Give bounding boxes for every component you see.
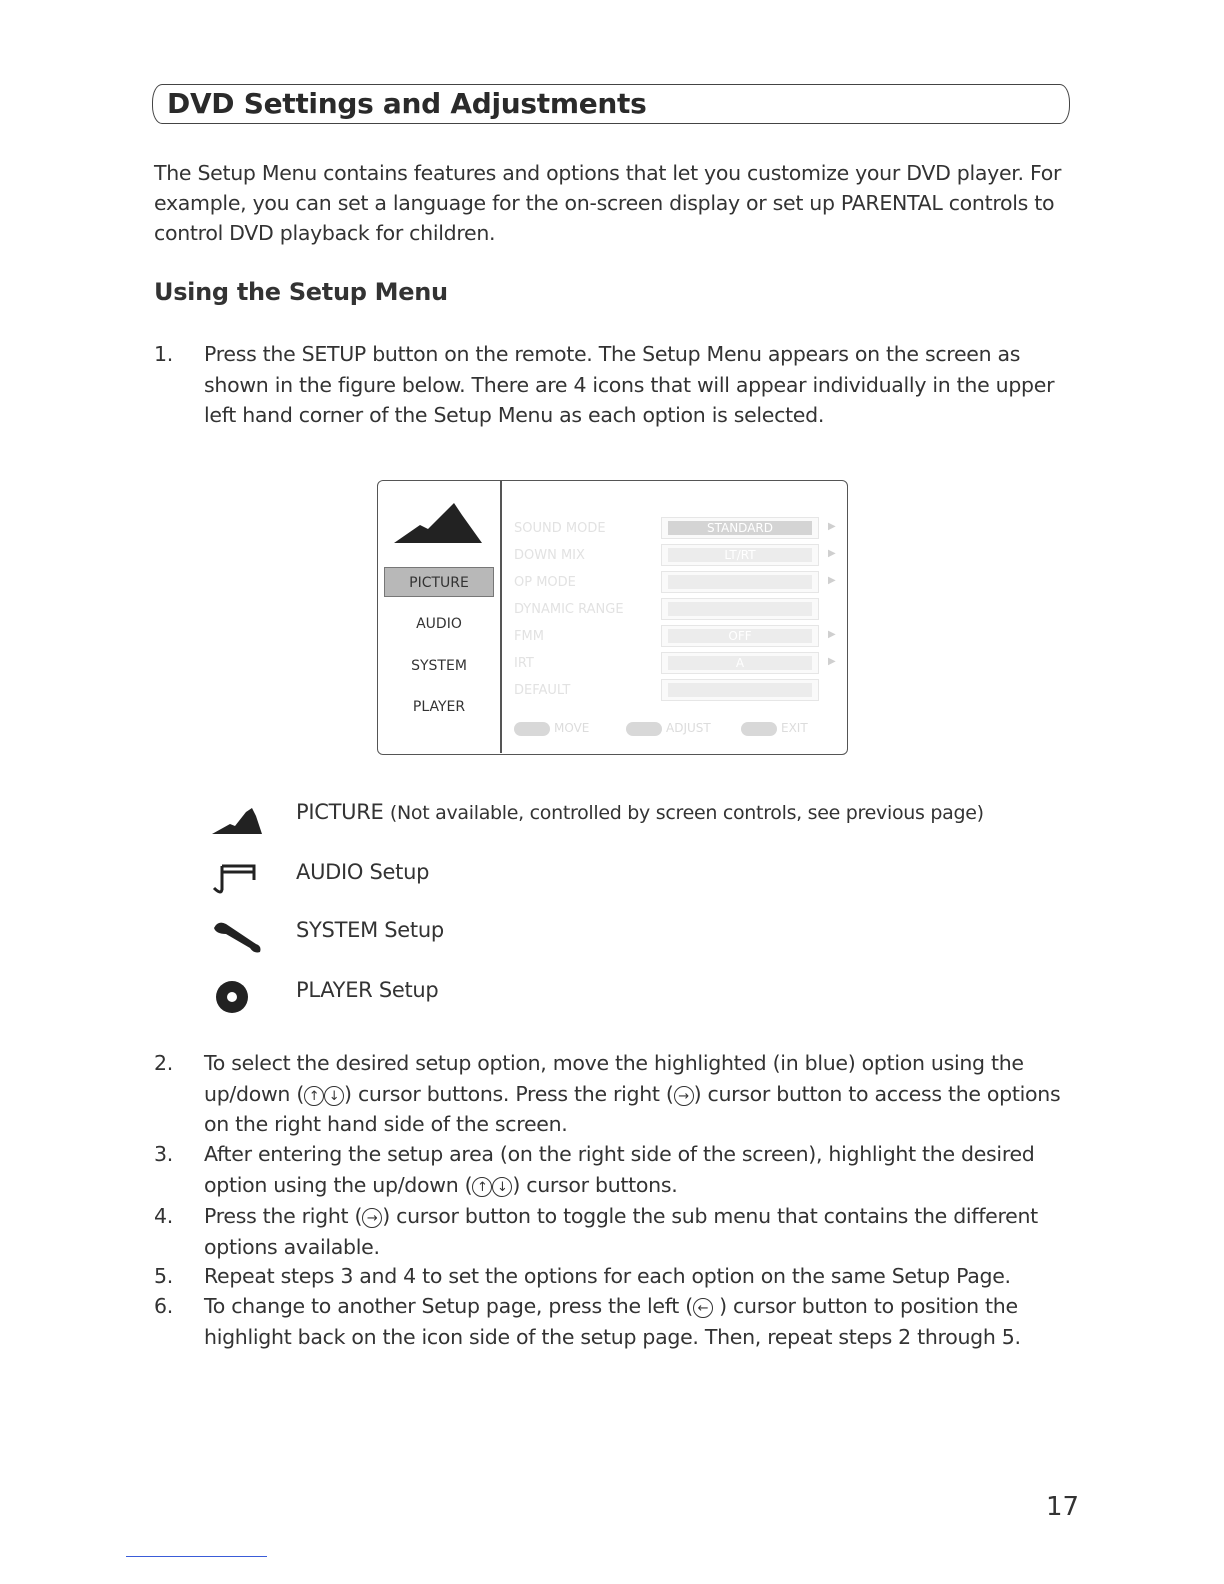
picture-mountain-icon [392, 499, 484, 547]
menu-option[interactable]: DOWN MIX [514, 548, 585, 563]
menu-tab-player[interactable]: PLAYER [412, 699, 466, 715]
down-arrow-icon: ↓ [324, 1086, 344, 1106]
up-arrow-icon: ↑ [304, 1086, 324, 1106]
hint-label: MOVE [554, 721, 590, 735]
menu-option[interactable]: DYNAMIC RANGE [514, 602, 624, 617]
menu-value[interactable] [661, 544, 819, 566]
move-key-icon [514, 722, 550, 736]
intro-paragraph: The Setup Menu contains features and options that let you customize your DVD player. For example, you can set a language for the on-screen display or set up PARENTAL controls to control DVD playback for children. [154, 161, 1062, 245]
legend-audio [210, 858, 1010, 898]
menu-value-text: A [668, 656, 812, 670]
up-arrow-icon: ↑ [472, 1177, 492, 1197]
step-number: 2. [154, 1051, 173, 1075]
legend-label: PLAYER Setup [296, 978, 439, 1002]
right-arrow-icon: ▶ [828, 548, 836, 559]
right-arrow-icon: → [674, 1086, 694, 1106]
step-number: 1. [154, 342, 173, 366]
step-number: 4. [154, 1204, 173, 1228]
step-number: 5. [154, 1264, 173, 1288]
step-2 [154, 1048, 1084, 1140]
legend-picture [210, 798, 1010, 838]
menu-value[interactable] [661, 679, 819, 701]
step-1 [154, 339, 1084, 431]
legend-player [210, 976, 1010, 1016]
menu-option[interactable]: OP MODE [514, 575, 576, 590]
page-title: DVD Settings and Adjustments [167, 87, 647, 120]
left-arrow-icon: ← [693, 1298, 713, 1318]
menu-value-text: LT/RT [668, 548, 812, 562]
step-5 [154, 1261, 1084, 1292]
hint-adjust [626, 721, 711, 736]
step-number: 6. [154, 1294, 173, 1318]
page-number: 17 [1046, 1492, 1080, 1522]
right-arrow-icon: ▶ [828, 575, 836, 586]
right-arrow-icon: → [362, 1208, 382, 1228]
menu-value-text [668, 575, 812, 589]
right-arrow-icon: ▶ [828, 521, 836, 532]
step-text: After entering the setup area (on the right side of the screen), highlight the desired option using the up/down ( ↑ ↓ ) cursor buttons. [204, 1142, 1035, 1197]
step-text: Press the SETUP button on the remote. The Setup Menu appears on the screen as shown in the figure below. There are 4 icons that will appear individually in the upper left hand corner of the Setup Menu as each option is selected. [204, 342, 1055, 427]
legend-label: PICTURE (Not available, controlled by screen controls, see previous page) [296, 800, 984, 824]
menu-value[interactable] [661, 517, 819, 539]
menu-divider [500, 481, 502, 753]
step-text: Repeat steps 3 and 4 to set the options for each option on the same Setup Page. [204, 1264, 1011, 1288]
adjust-key-icon [626, 722, 662, 736]
legend-system [210, 916, 1010, 956]
step-number: 3. [154, 1142, 173, 1166]
menu-value[interactable] [661, 571, 819, 593]
hint-label: EXIT [781, 721, 808, 735]
legend-label: SYSTEM Setup [296, 918, 444, 942]
section-title: Using the Setup Menu [154, 278, 448, 306]
menu-value-text: STANDARD [668, 521, 812, 535]
scan-artifact-line [126, 1556, 267, 1557]
system-wrench-icon [210, 916, 266, 956]
menu-value-text: OFF [668, 629, 812, 643]
menu-tab-picture[interactable]: PICTURE [384, 567, 494, 597]
down-arrow-icon: ↓ [492, 1177, 512, 1197]
menu-value[interactable] [661, 598, 819, 620]
hint-label: ADJUST [666, 721, 711, 735]
menu-value[interactable] [661, 625, 819, 647]
menu-option[interactable]: IRT [514, 656, 534, 671]
step-text: Press the right ( → ) cursor button to toggle the sub menu that contains the different options available. [204, 1204, 1038, 1259]
player-disc-icon [210, 976, 266, 1016]
audio-note-icon [210, 858, 266, 898]
right-arrow-icon: ▶ [828, 656, 836, 667]
menu-option[interactable]: FMM [514, 629, 544, 644]
step-text: To change to another Setup page, press the left ( ← ) cursor button to position the highlight back on the icon side of the setup page. Then, repeat steps 2 through 5. [204, 1294, 1021, 1349]
menu-tab-system[interactable]: SYSTEM [411, 658, 467, 674]
section-header [152, 84, 1070, 124]
step-text: To select the desired setup option, move the highlighted (in blue) option using the up/down ( ↑ ↓ ) cursor buttons. Press the right ( → ) cursor button to access the options on the right hand side of the screen. [204, 1051, 1061, 1136]
menu-value[interactable] [661, 652, 819, 674]
hint-move [514, 721, 589, 736]
menu-value-text [668, 683, 812, 697]
step-6 [154, 1291, 1084, 1353]
menu-option[interactable]: SOUND MODE [514, 521, 606, 536]
menu-option[interactable]: DEFAULT [514, 683, 571, 698]
picture-mountain-icon [210, 798, 266, 838]
right-arrow-icon: ▶ [828, 629, 836, 640]
hint-exit [741, 721, 808, 736]
menu-value-text [668, 602, 812, 616]
legend-label: AUDIO Setup [296, 860, 430, 884]
setup-key-icon [741, 722, 777, 736]
step-3 [154, 1139, 1084, 1201]
menu-tab-audio[interactable]: AUDIO [416, 616, 462, 632]
step-4 [154, 1201, 1084, 1263]
setup-menu-figure [377, 480, 848, 755]
